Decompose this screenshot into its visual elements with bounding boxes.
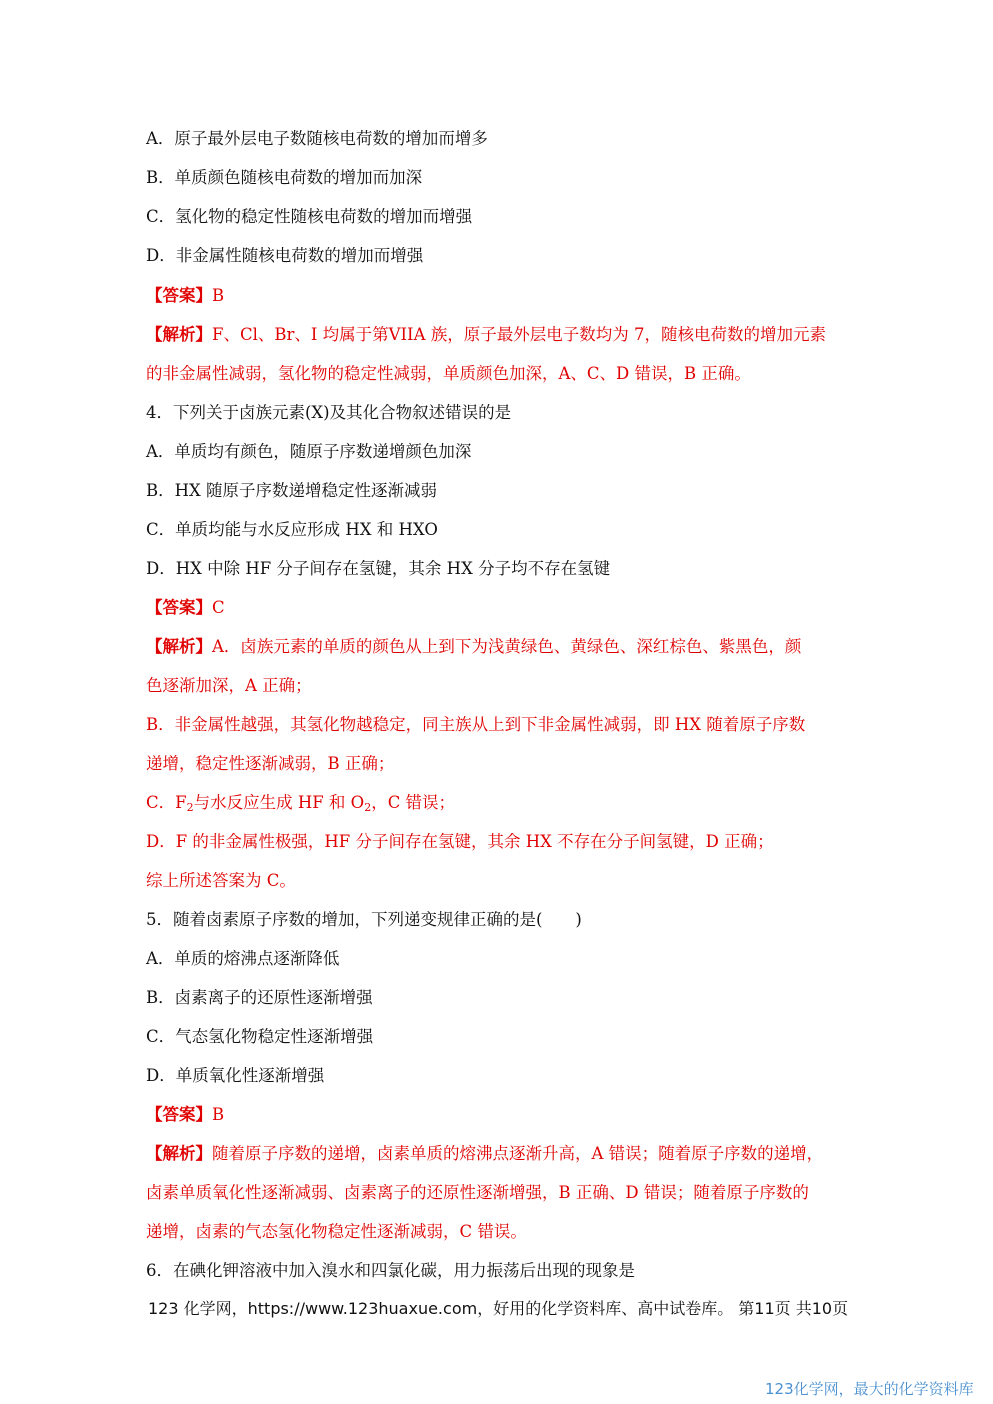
analysis-text: F、Cl、Br、I 均属于第VIIA 族，原子最外层电子数均为 7，随核电荷数的增加元素: [212, 325, 826, 344]
q6-stem: 6．在碘化钾溶液中加入溴水和四氯化碳，用力振荡后出现的现象是: [146, 1261, 635, 1280]
subscript: 2: [186, 801, 194, 814]
answer-value: B: [212, 286, 225, 305]
q4-analysis-a1: [146, 635, 851, 659]
q4-analysis-b2: 递增，稳定性逐渐减弱，B 正确；: [146, 754, 395, 773]
analysis-label: 【解析】: [146, 1144, 212, 1163]
q4-option-c: C．单质均能与水反应形成 HX 和 HXO: [146, 520, 438, 539]
q4-stem: 4．下列关于卤族元素(X)及其化合物叙述错误的是: [146, 403, 512, 422]
site-watermark[interactable]: 123化学网，最大的化学资料库: [765, 1380, 974, 1398]
answer-value: B: [212, 1105, 225, 1124]
answer-label: 【答案】: [146, 598, 212, 617]
page-footer: 123 化学网，https://www.123huaxue.com，好用的化学资料库、高中试卷库。 第11页 共10页: [148, 1299, 849, 1318]
analysis-label: 【解析】: [146, 325, 212, 344]
q5-option-c: C．气态氢化物稳定性逐渐增强: [146, 1027, 374, 1046]
q3-option-c: C．氢化物的稳定性随核电荷数的增加而增强: [146, 207, 473, 226]
q3-option-a: A．原子最外层电子数随核电荷数的增加而增多: [146, 129, 488, 148]
q5-analysis-line3: 递增，卤素的气态氢化物稳定性逐渐减弱，C 错误。: [146, 1222, 527, 1241]
q4-analysis-d: D．F 的非金属性极强，HF 分子间存在氢键，其余 HX 不存在分子间氢键，D 正确；: [146, 832, 774, 851]
q5-option-d: D．单质氧化性逐渐增强: [146, 1066, 325, 1085]
q3-option-b: B．单质颜色随核电荷数的增加而加深: [146, 168, 423, 187]
analysis-c-suffix: ，C 错误；: [371, 793, 456, 812]
q4-analysis-a2: 色逐渐加深，A 正确；: [146, 676, 312, 695]
q4-option-b: B．HX 随原子序数递增稳定性逐渐减弱: [146, 481, 438, 500]
q5-stem: 5．随着卤素原子序数的增加，下列递变规律正确的是( ): [146, 910, 582, 929]
q4-analysis-b1: B．非金属性越强，其氢化物越稳定，同主族从上到下非金属性减弱，即 HX 随着原子序数: [146, 715, 806, 734]
analysis-text: 随着原子序数的递增，卤素单质的熔沸点逐渐升高，A 错误；随着原子序数的递增，: [212, 1144, 824, 1163]
q5-option-a: A．单质的熔沸点逐渐降低: [146, 949, 340, 968]
q5-analysis-line1: [146, 1142, 851, 1166]
answer-value: C: [212, 598, 225, 617]
analysis-label: 【解析】: [146, 637, 212, 656]
q5-analysis-line2: 卤素单质氧化性逐渐减弱、卤素离子的还原性逐渐增强，B 正确、D 错误；随着原子序数的: [146, 1183, 809, 1202]
q3-analysis-line2: 的非金属性减弱，氢化物的稳定性减弱，单质颜色加深，A、C、D 错误，B 正确。: [146, 364, 751, 383]
q5-answer: [146, 1103, 851, 1127]
answer-label: 【答案】: [146, 286, 212, 305]
q3-answer: [146, 284, 851, 308]
q4-answer: [146, 596, 851, 620]
q4-option-a: A．单质均有颜色，随原子序数递增颜色加深: [146, 442, 472, 461]
q4-analysis-c: [146, 791, 851, 815]
q3-option-d: D．非金属性随核电荷数的增加而增强: [146, 246, 424, 265]
analysis-text: A．卤族元素的单质的颜色从上到下为浅黄绿色、黄绿色、深红棕色、紫黑色，颜: [212, 637, 802, 656]
analysis-c-prefix: C．F: [146, 793, 187, 812]
q4-option-d: D．HX 中除 HF 分子间存在氢键，其余 HX 分子均不存在氢键: [146, 559, 611, 578]
q5-option-b: B．卤素离子的还原性逐渐增强: [146, 988, 373, 1007]
answer-label: 【答案】: [146, 1105, 212, 1124]
subscript: 2: [364, 801, 372, 814]
q4-analysis-summary: 综上所述答案为 C。: [146, 871, 296, 890]
analysis-c-middle: 与水反应生成 HF 和 O: [193, 793, 365, 812]
q3-analysis-line1: [146, 323, 851, 347]
